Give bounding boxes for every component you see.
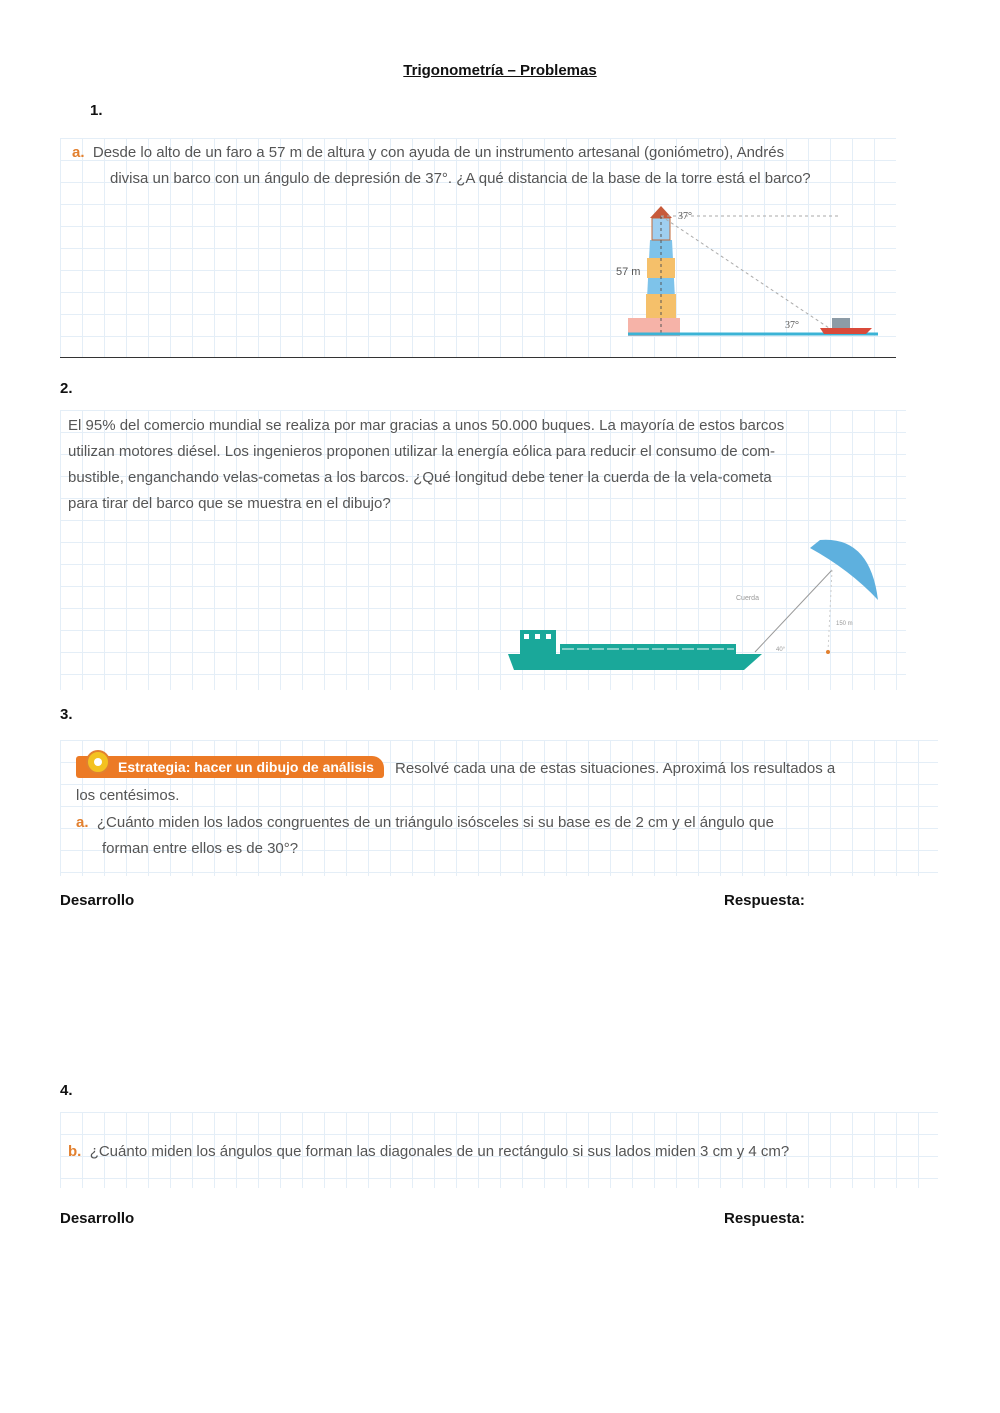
height-label: 150 m [836, 621, 853, 627]
ship-window [546, 634, 551, 639]
problem-2-line-2: utilizan motores diésel. Los ingenieros proponen utilizar la energía eólica para reducir el consumo de com- [68, 443, 776, 460]
problem-4-number: 4. [60, 1082, 73, 1099]
ship-hull [820, 328, 872, 334]
angle-bottom-label: 37° [785, 320, 799, 331]
sight-line [661, 216, 832, 330]
ship-bridge [520, 630, 556, 654]
problem-2-line-3: bustible, enganchando velas-cometas a los barcos. ¿Qué longitud debe tener la cuerda de la vela-cometa [68, 469, 772, 486]
ship-window [524, 634, 529, 639]
strategy-badge-text: Estrategia: hacer un dibujo de análisis [118, 759, 374, 775]
problem-2-line-1: El 95% del comercio mundial se realiza por mar gracias a unos 50.000 buques. La mayoría de estos barcos [68, 417, 785, 434]
strategy-badge [76, 756, 384, 778]
problem-4-label: b. [68, 1143, 82, 1160]
problem-1-label: a. [72, 144, 85, 161]
problem-2-line-4: para tirar del barco que se muestra en el dibujo? [68, 495, 391, 512]
ship-hull [508, 654, 762, 670]
problem-3-desarrollo: Desarrollo [60, 892, 135, 909]
problem-1-number: 1. [90, 102, 103, 119]
problem-3-instruction: Resolvé cada una de estas situaciones. Aproximá los resultados a [395, 760, 836, 777]
gear-icon [86, 750, 110, 774]
problem-3-instruction-2: los centésimos. [76, 787, 180, 804]
kite-height-line [828, 570, 832, 652]
problem-4-respuesta: Respuesta: [724, 1210, 805, 1227]
problem-3-text [76, 810, 926, 862]
ship-window [535, 634, 540, 639]
angle-label: 40° [776, 647, 786, 653]
problem-1-line-2: divisa un barco con un ángulo de depresión de 37°. ¿A qué distancia de la base de la torre está el barco? [110, 170, 811, 187]
problem-3-number: 3. [60, 706, 73, 723]
angle-top-label: 37° [678, 211, 692, 222]
problem-2-number: 2. [60, 380, 73, 397]
strategy-badge-box [76, 756, 384, 778]
problem-3-line-1: ¿Cuánto miden los lados congruentes de un triángulo isósceles si su base es de 2 cm y el ángulo que [96, 814, 774, 831]
kite-sail [810, 540, 878, 600]
problem-1-text [72, 140, 892, 192]
problem-3-line-2: forman entre ellos es de 30°? [102, 840, 299, 857]
problem-4-line-1: ¿Cuánto miden los ángulos que forman las diagonales de un rectángulo si sus lados miden 3 cm y 4 cm? [89, 1143, 790, 1160]
page-title: Trigonometría – Problemas [403, 62, 597, 79]
ship-cabin [832, 318, 850, 328]
target-dot [826, 650, 830, 654]
kite-rope [755, 570, 832, 652]
problem-3-respuesta: Respuesta: [724, 892, 805, 909]
problem-1-line-1: Desde lo alto de un faro a 57 m de altura y con ayuda de un instrumento artesanal (goniómetro), Andrés [92, 144, 785, 161]
lighthouse-figure [610, 200, 890, 342]
rope-label: Cuerda [736, 595, 759, 602]
kite-ship-figure [500, 530, 900, 680]
problem-4-desarrollo: Desarrollo [60, 1210, 135, 1227]
problem-2-text [68, 413, 898, 517]
height-label: 57 m [616, 266, 641, 278]
problem-4-text [68, 1139, 938, 1165]
problem-3-label: a. [76, 814, 89, 831]
problem-1-divider [60, 357, 896, 358]
